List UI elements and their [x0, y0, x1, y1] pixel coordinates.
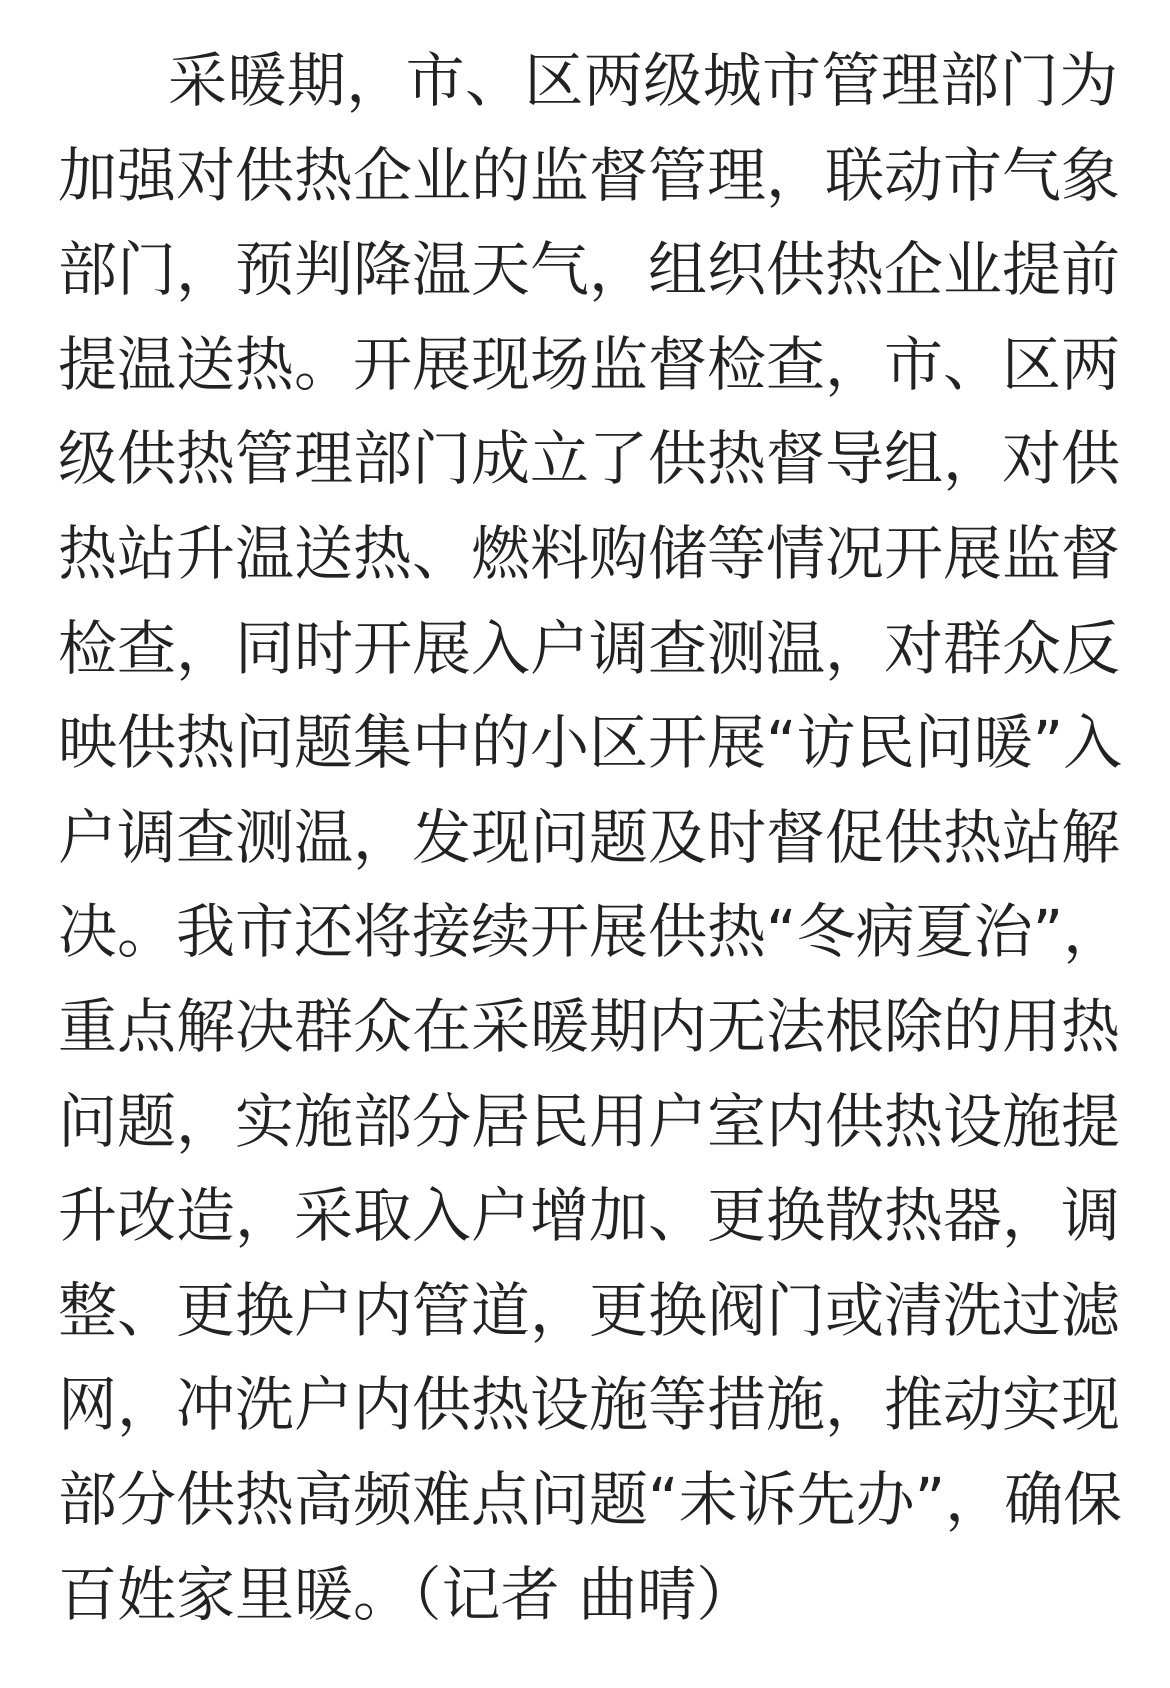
paragraph-line: 升改造，采取入户增加、更换散热器，调: [58, 1181, 1121, 1251]
paragraph-line: 加强对供热企业的监督管理，联动市气象: [58, 140, 1121, 210]
paragraph-line: 问题，实施部分居民用户室内供热设施提: [58, 1086, 1121, 1156]
paragraph-line: 级供热管理部门成立了供热督导组，对供: [58, 424, 1121, 494]
paragraph-line: 热站升温送热、燃料购储等情况开展监督: [58, 518, 1121, 588]
paragraph-line: 提温送热。开展现场监督检查，市、区两: [58, 329, 1121, 399]
byline-line: 百姓家里暖。（记者 曲晴）: [58, 1559, 756, 1629]
paragraph-line: 网，冲洗户内供热设施等措施，推动实现: [58, 1370, 1121, 1440]
paragraph-line: 映供热问题集中的小区开展“访民问暖”入: [58, 708, 1123, 778]
paragraph-line: 户调查测温，发现问题及时督促供热站解: [58, 802, 1121, 872]
paragraph-line: 部门，预判降温天气，组织供热企业提前: [58, 235, 1121, 305]
paragraph-line: 重点解决群众在采暖期内无法根除的用热: [58, 991, 1121, 1061]
article-body: [58, 34, 1123, 1642]
paragraph-line: 部分供热高频难点问题“未诉先办”，确保: [58, 1464, 1123, 1534]
paragraph-line: 检查，同时开展入户调查测温，对群众反: [58, 613, 1121, 683]
paragraph-line: 整、更换户内管道，更换阀门或清洗过滤: [58, 1275, 1121, 1345]
paragraph-line: 决。我市还将接续开展供热“冬病夏治”，: [58, 897, 1123, 967]
paragraph-line: 采暖期，市、区两级城市管理部门为: [168, 46, 1118, 115]
